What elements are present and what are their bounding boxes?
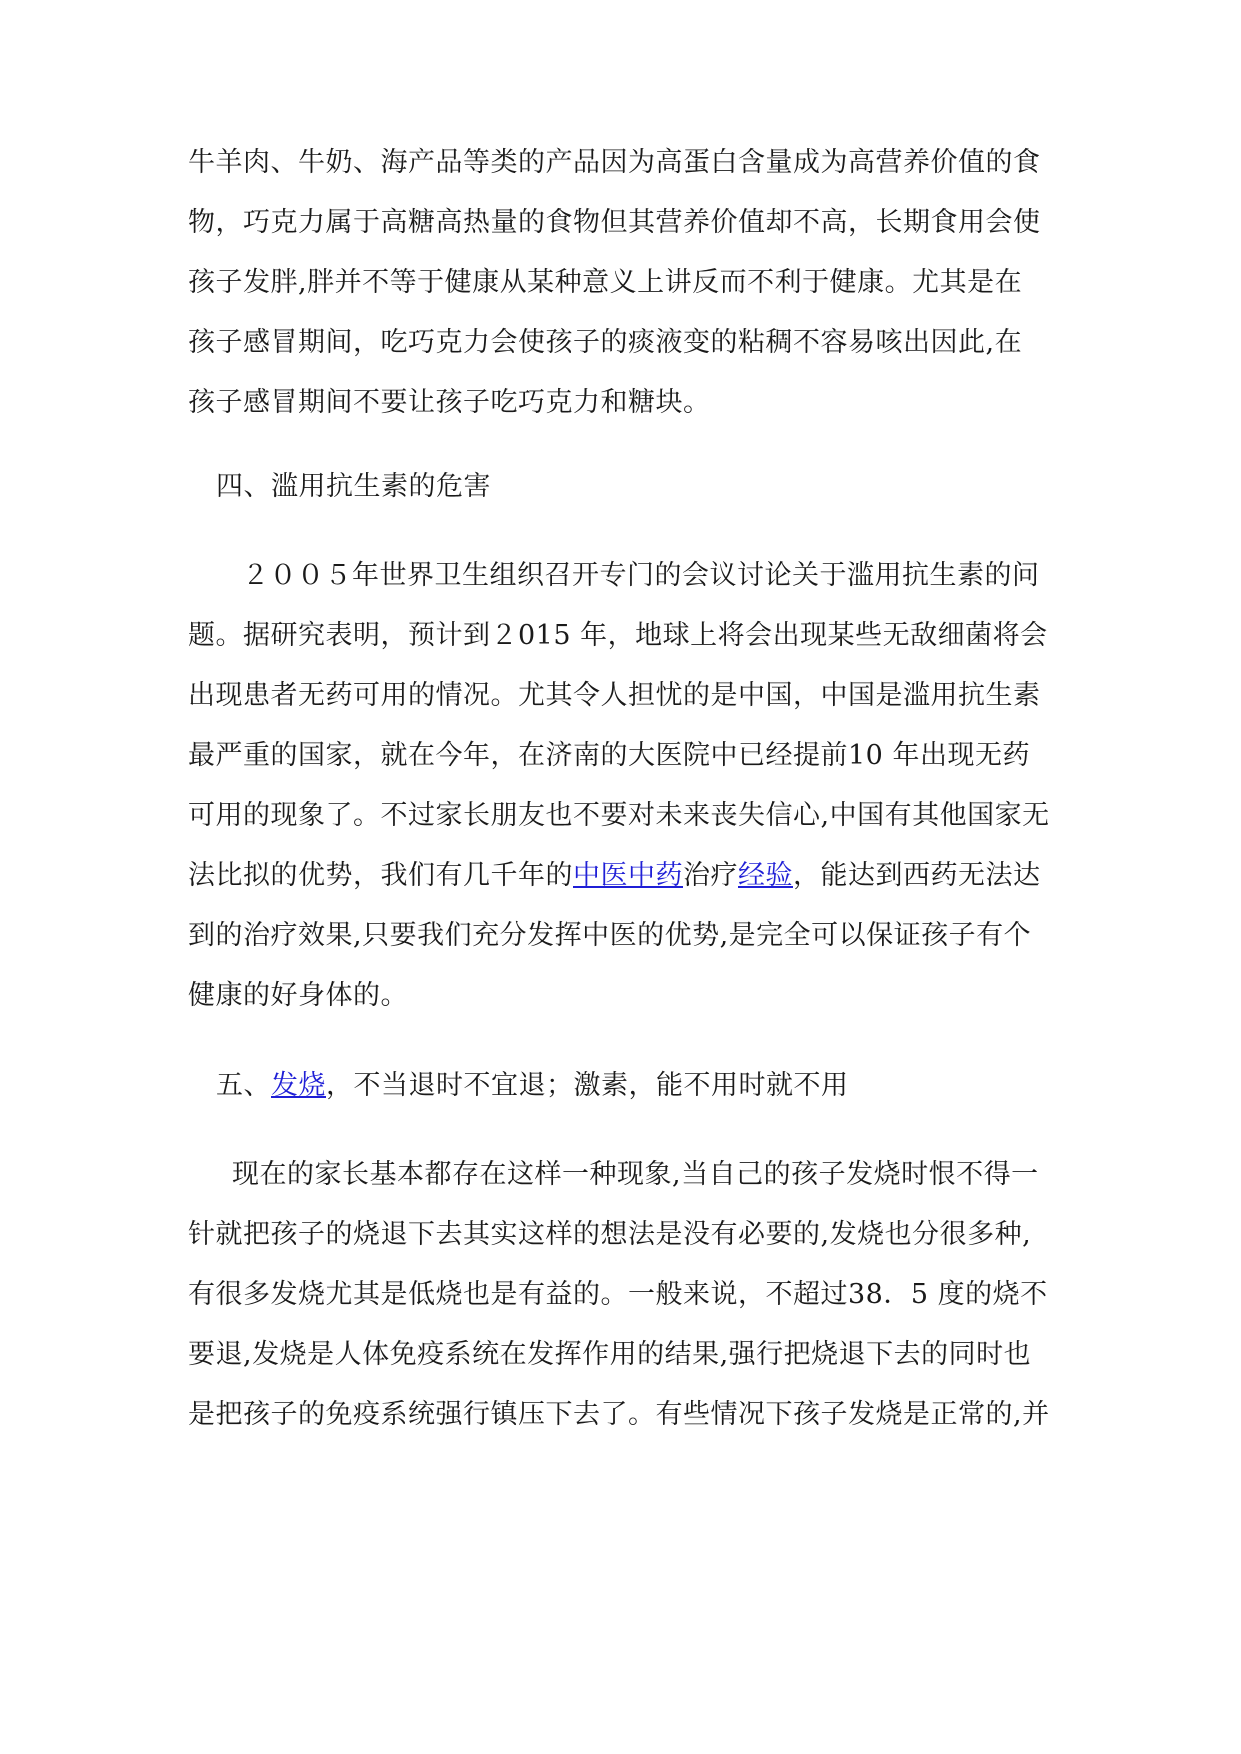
paragraph-line-with-links bbox=[188, 856, 1078, 896]
paragraph-line: 孩子感冒期间不要让孩子吃巧克力和糖块。 bbox=[188, 387, 711, 418]
paragraph-line: 牛羊肉、牛奶、海产品等类的产品因为高蛋白含量成为高营养价值的食 bbox=[188, 147, 1041, 178]
paragraph-line: 孩子感冒期间，吃巧克力会使孩子的痰液变的粘稠不容易咳出因此,在 bbox=[188, 327, 1023, 358]
paragraph-line: ２００５年世界卫生组织召开专门的会议讨论关于滥用抗生素的问 bbox=[242, 560, 1040, 591]
paragraph-line: 到的治疗效果,只要我们充分发挥中医的优势,是完全可以保证孩子有个 bbox=[188, 920, 1032, 951]
paragraph-line: 题。据研究表明，预计到２015 年，地球上将会出现某些无敌细菌将会 bbox=[188, 620, 1048, 651]
paragraph-line: 针就把孩子的烧退下去其实这样的想法是没有必要的,发烧也分很多种, bbox=[188, 1219, 1032, 1250]
paragraph-line: 要退,发烧是人体免疫系统在发挥作用的结果,强行把烧退下去的同时也 bbox=[188, 1339, 1032, 1370]
paragraph-line: 最严重的国家，就在今年，在济南的大医院中已经提前10 年出现无药 bbox=[188, 740, 1030, 771]
section-heading-antibiotics: 四、滥用抗生素的危害 bbox=[216, 471, 491, 502]
link-tcm[interactable]: 中医中药 bbox=[573, 860, 683, 891]
paragraph-line: 有很多发烧尤其是低烧也是有益的。一般来说，不超过38．5 度的烧不 bbox=[188, 1279, 1048, 1310]
paragraph-line: 可用的现象了。不过家长朋友也不要对未来丧失信心,中国有其他国家无 bbox=[188, 800, 1050, 831]
paragraph-line: 孩子发胖,胖并不等于健康从某种意义上讲反而不利于健康。尤其是在 bbox=[188, 267, 1023, 298]
section-heading-fever bbox=[216, 1066, 1106, 1106]
text-fragment: 治疗 bbox=[683, 860, 738, 891]
link-fever[interactable]: 发烧 bbox=[271, 1070, 326, 1101]
text-fragment: ，能达到西药无法达 bbox=[793, 860, 1041, 891]
paragraph-line: 是把孩子的免疫系统强行镇压下去了。有些情况下孩子发烧是正常的,并 bbox=[188, 1399, 1050, 1430]
text-fragment: 法比拟的优势，我们有几千年的 bbox=[188, 860, 573, 891]
link-experience[interactable]: 经验 bbox=[738, 860, 793, 891]
paragraph-line: 健康的好身体的。 bbox=[188, 980, 408, 1011]
heading-prefix: 五、 bbox=[216, 1070, 271, 1101]
paragraph-line: 出现患者无药可用的情况。尤其令人担忧的是中国，中国是滥用抗生素 bbox=[188, 680, 1041, 711]
paragraph-line: 现在的家长基本都存在这样一种现象,当自己的孩子发烧时恨不得一 bbox=[232, 1159, 1039, 1190]
paragraph-line: 物，巧克力属于高糖高热量的食物但其营养价值却不高，长期食用会使 bbox=[188, 207, 1041, 238]
heading-suffix: ，不当退时不宜退；激素，能不用时就不用 bbox=[326, 1070, 849, 1101]
